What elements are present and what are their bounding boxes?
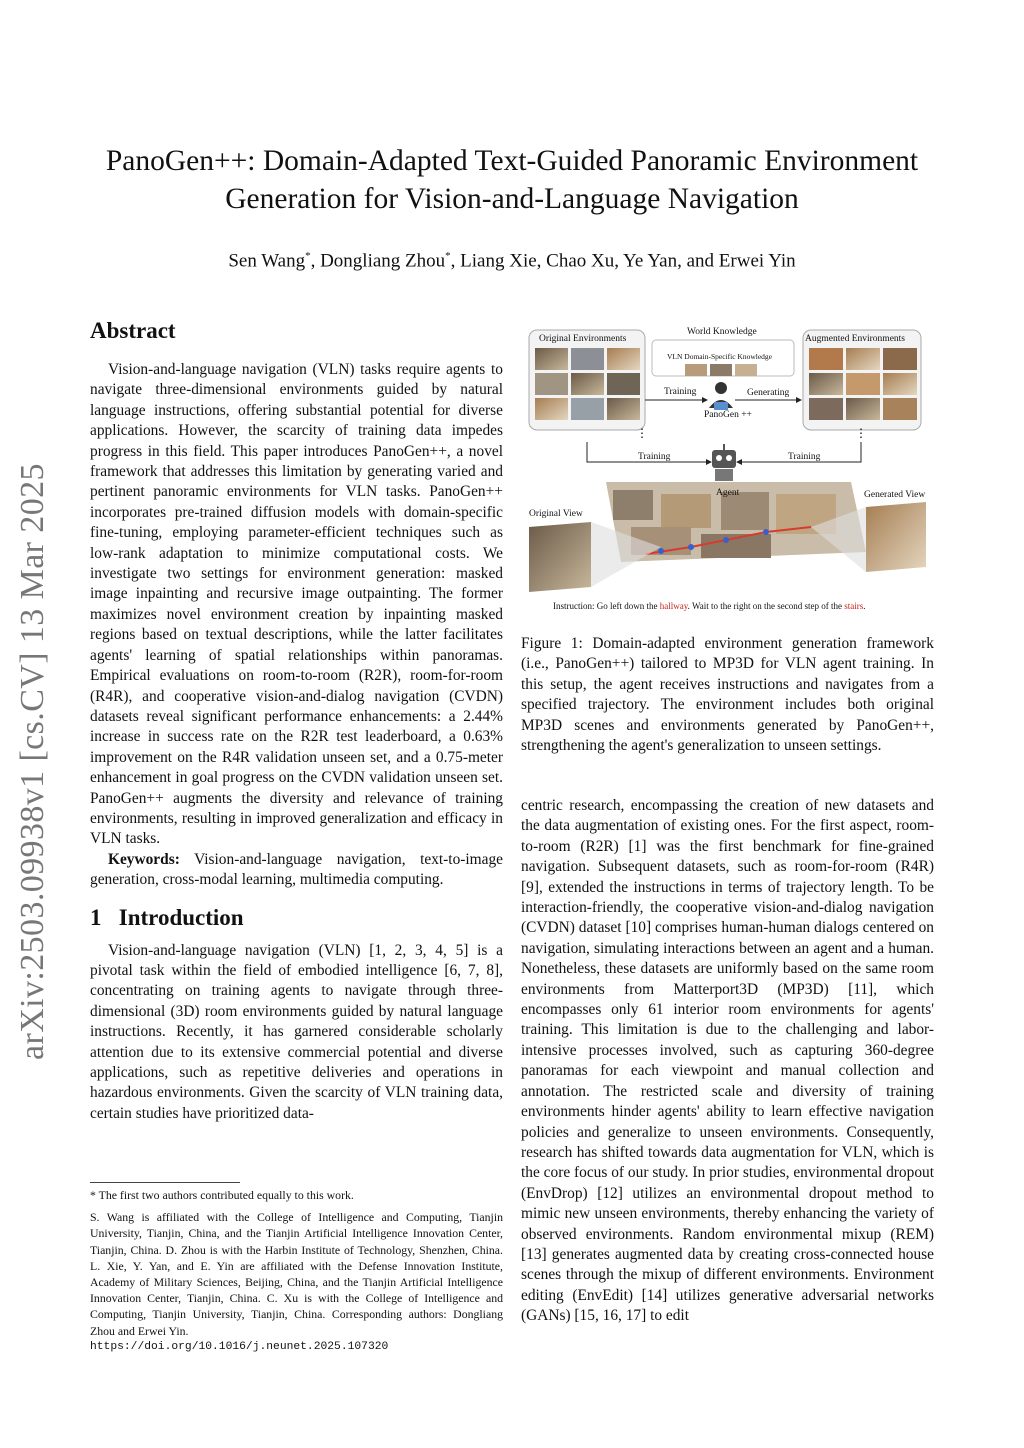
author-separator: , [450, 250, 461, 272]
abstract-heading: Abstract [90, 318, 176, 343]
footnote-rule [90, 1182, 240, 1183]
keywords [90, 850, 503, 891]
generated-view-image [866, 502, 926, 572]
section-number: 1 [90, 904, 102, 930]
label-world-knowledge: World Knowledge [687, 327, 757, 337]
author-equal-mark: * [305, 250, 311, 262]
figure-instruction [553, 601, 865, 611]
robot-agent-icon [712, 444, 736, 481]
figure-1-diagram [521, 322, 934, 620]
author-name: Ye Yan [623, 250, 678, 272]
label-training-bottom-right: Training [788, 452, 821, 462]
author-equal-mark: * [445, 250, 451, 262]
label-original-view: Original View [529, 509, 583, 519]
intro-paragraph-left: Vision-and-language navigation (VLN) [1, 2, 3, 4, 5] is a pivotal task within the field of embodied intelligence [6, 7, 8], concentrating on training agents to navigate through three-dimensional (3D) room environments guided by natural language instructions. Recently, it has garnered considerable scholarly attention due to its extensive commercial potential and diverse applications, such as repetitive deliveries and operations in hazardous environments. Given the scarcity of VLN training data, certain studies have prioritized data- [90, 941, 503, 1122]
augmented-environment-thumbnails [809, 348, 917, 420]
author-separator: , [310, 250, 321, 272]
footnote-affiliations: S. Wang is affiliated with the College of Intelligence and Computing, Tianjin University, Tianjin, China, and the Tianjin Artificial Intelligence Innovation Center, Tianjin, China. D. Zhou is with the Harbin Institute of Technology, Shenzhen, China. L. Xie, Y. Yan, and E. Yin are affiliated with the Defense Innovation Institute, Academy of Military Sciences, Beijing, China, and the Tianjin Artificial Intelligence Innovation Center, Tianjin, China. C. Xu is with the College of Intelligence and Computing, Tianjin University, Tianjin, China. Corresponding authors: Dongliang Zhou and Erwei Yin. [90, 1210, 503, 1338]
label-original-environments: Original Environments [539, 334, 627, 344]
arxiv-identifier: arXiv:2503.09938v1 [cs.CV] 13 Mar 2025 [14, 463, 51, 1060]
doi-link[interactable]: https://doi.org/10.1016/j.neunet.2025.107320 [90, 1340, 389, 1353]
title-line-1: PanoGen++: Domain-Adapted Text-Guided Panoramic Environment [105, 145, 919, 177]
instr-hallway: hallway [659, 601, 688, 611]
abstract-text: Vision-and-language navigation (VLN) tasks require agents to navigate three-dimensional environments guided by natural language instructions, offering substantial potential for diverse applications. However, the scarcity of training data impedes progress in this field. This paper introduces PanoGen++, a novel framework that addresses this limitation by generating varied and pertinent panoramic environments for VLN tasks. PanoGen++ incorporates pre-trained diffusion models with domain-specific fine-tuning, employing parameter-efficient techniques such as low-rank adaptation to minimize computational costs. We investigate two settings for environment generation: masked image inpainting and recursive image outpainting. The former maximizes novel environment creation by inpainting masked regions based on textual descriptions, while the latter facilitates agents' learning of spatial relationships within panoramas. Empirical evaluations on room-to-room (R2R), room-for-room (R4R), and cooperative vision-and-dialog navigation (CVDN) datasets reveal significant performance enhancements: a 2.44% increase in success rate on the R2R test leaderboard, a 0.63% improvement on the R4R validation unseen set, and a 0.75-meter enhancement in goal progress on the CVDN validation unseen set. PanoGen++ augments the diversity and relevance of training environments, resulting in improved generalization and efficacy in VLN tasks. [90, 361, 503, 848]
instr-stairs: stairs [844, 601, 864, 611]
author-separator: , [614, 250, 624, 272]
label-generated-view: Generated View [864, 490, 926, 500]
left-column [90, 318, 503, 1124]
footnotes [90, 1182, 503, 1355]
author-name: Erwei Yin [718, 250, 796, 272]
figure-1 [521, 322, 934, 620]
original-view-image [529, 522, 591, 592]
svg-text:⋮: ⋮ [636, 426, 648, 440]
section-heading-introduction [90, 905, 503, 931]
label-training-bottom-left: Training [638, 452, 671, 462]
author-separator: , [536, 250, 547, 272]
label-panogen: PanoGen ++ [704, 410, 752, 420]
original-environment-thumbnails [535, 348, 640, 420]
label-domain-knowledge: VLN Domain-Specific Knowledge [667, 352, 772, 361]
label-generating: Generating [747, 388, 790, 398]
instr-mid: . Wait to the right on the second step of the [687, 601, 845, 611]
author-name: Chao Xu [546, 250, 615, 272]
section-title: Introduction [118, 904, 244, 930]
figure-1-caption: Figure 1: Domain-adapted environment generation framework (i.e., PanoGen++) tailored to MP3D for VLN agent training. In this setup, the agent receives instructions and navigates from a specified trajectory. The environment includes both original MP3D scenes and environments generated by PanoGen++, strengthening the agent's generalization to unseen settings. [521, 635, 934, 755]
instr-end: . [863, 601, 866, 611]
author-separator: , and [677, 250, 719, 272]
author-list [80, 250, 944, 272]
author-name: Dongliang Zhou [320, 250, 446, 272]
author-name: Liang Xie [460, 250, 537, 272]
instr-prefix: Instruction: Go left down the [553, 601, 660, 611]
intro-paragraph-right: centric research, encompassing the creation of new datasets and the data augmentation of existing ones. For the first aspect, room-to-room (R2R) [1] was the first benchmark for fine-grained navigation. Subsequent datasets, such as room-for-room (R4R) [9], extended the instructions in terms of trajectory length. To be interaction-friendly, the cooperative vision-and-dialog navigation (CVDN) dataset [10] comprises human-human dialogs centered on navigation, simulating interactions between an agent and a human. Nonetheless, these datasets are uniformly based on the same room environments from Matterport3D (MP3D) [11], which encompasses only 61 interior room environments for agents' training. This limitation is due to the challenging and labor-intensive processes involved, such as capturing 360-degree panoramas for each viewpoint and manual collection and annotation. The restricted scale and diversity of training environments hinder agents' ability to learn effective navigation policies and generalize to unseen environments. Consequently, research has shifted towards data augmentation for VLN, which is the core focus of our study. In prior studies, environmental dropout (EnvDrop) [12] utilizes an environmental dropout method to mimic new unseen environments, thereby enhancing the variety of observed environments. Random environmental mixup (REM) [13] generates augmented data by creating cross-connected house scenes through the mixup of different environments. Environment editing (EnvEdit) [14] utilizes generative adversarial networks (GANs) [15, 16, 17] to edit [521, 797, 934, 1325]
label-augmented-environments: Augmented Environments [805, 334, 905, 344]
keywords-label: Keywords: [108, 850, 180, 868]
title-line-2: Generation for Vision-and-Language Navigation [225, 183, 799, 215]
label-training-top: Training [664, 387, 697, 397]
paper-title [80, 142, 944, 218]
author-name: Sen Wang [228, 250, 306, 272]
footnote-equal-contribution: * The first two authors contributed equally to this work. [90, 1188, 354, 1202]
label-agent: Agent [716, 488, 740, 498]
panogen-person-icon [709, 382, 733, 410]
svg-text:⋮: ⋮ [855, 426, 867, 440]
keywords-text: Vision-and-language navigation, text-to-image generation, cross-modal learning, multimedia computing. [90, 850, 503, 889]
right-column [521, 796, 934, 1327]
